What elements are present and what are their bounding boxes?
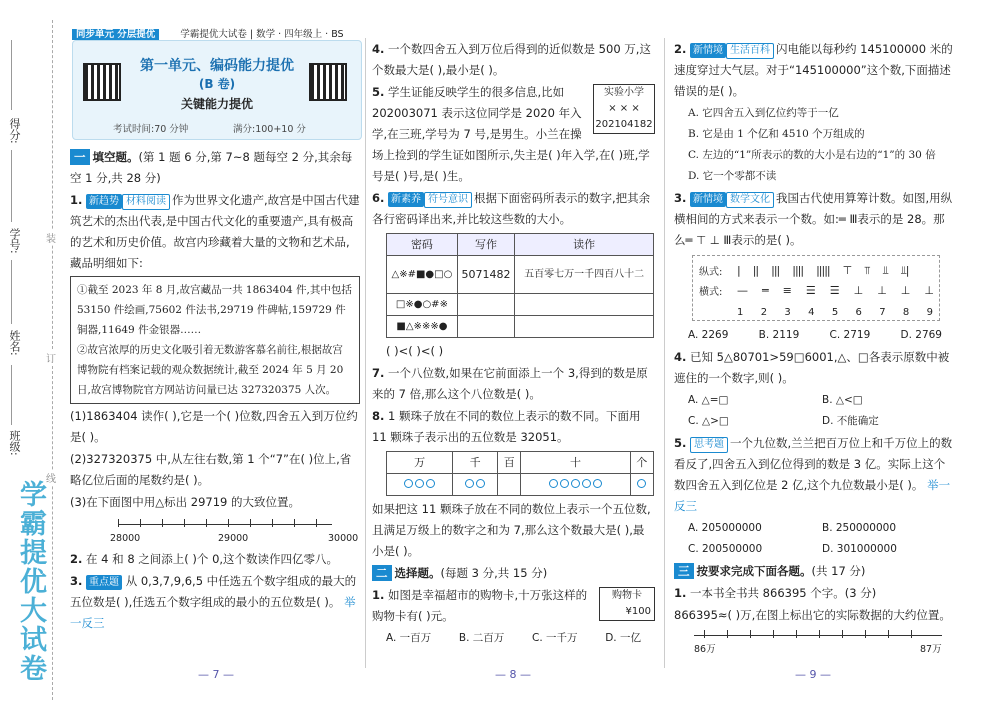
option[interactable]: A. 2269 [688,329,729,341]
option[interactable]: B. 2119 [758,329,800,341]
column-divider [664,38,665,668]
question-3: 3. 重点题 从 0,3,7,9,6,5 中任选五个数字组成的最大的五位数是( ),任选五个数字组成的最小的五位数是( )。 举一反三 [70,574,357,630]
class-label: 班级: [8,430,21,456]
question-1-2: (2)327320375 中,从左往右数,第 1 个“7”在( )位上,省略亿位后面的尾数约是( )。 [70,452,352,487]
student-card: 实验小学 × × × 202104182 [593,84,655,134]
option[interactable]: A. 一百万 [386,632,432,644]
page-title: 第一单元、编码能力提优 [140,58,294,74]
page-number: — 7 — [198,668,234,681]
option[interactable]: D. 不能确定 [822,415,879,427]
link-practice[interactable]: 举一反三 [70,595,356,630]
number-line-3[interactable] [674,627,956,661]
choice-5-options [674,518,956,560]
section-1-heading: 一 填空题。(第 1 题 6 分,第 7~8 题每空 2 分,其余每空 1 分,共 28 分) [70,150,353,185]
section-3-heading: 三 按要求完成下面各题。(共 17 分) [674,561,956,582]
question-choice-3: 3. 新情境 数学文化 我国古代使用算筹计数。如图,用纵横相间的方式来表示一个数。如:═ Ⅲ表示的是 28。那么═ ⊤ ⊥ Ⅲ表示的是( )。 [674,191,953,247]
exam-time: 考试时间:70 分钟 [113,124,189,135]
score-line [11,40,12,110]
tick-label: 87万 [920,644,942,655]
student-no-label: 学号: [8,228,21,254]
code-cell: □※●○#※ [387,294,458,316]
header-tags [72,26,362,40]
counting-rods-figure: 纵式: 横式: | || ||| |||| ||||| ⊤ ⫪ ⫫ ⫫| — ═ ≡ ☰ ☰ ⊥ ⊥ ⊥ ⊥ 1 2 3 4 5 6 7 8 9 [692,255,940,321]
section-2-heading: 二 选择题。(每题 3 分,共 15 分) [372,563,655,584]
question-choice-4: 4. 已知 5△80701>59□6001,△、□各表示原数中被遮住的一个数字,则( )。 [674,350,950,385]
option[interactable]: D. 一亿 [605,632,641,644]
option[interactable]: A. 205000000 [688,522,762,534]
beads-wan [387,474,453,496]
choice-4-options [674,390,956,432]
option[interactable]: B. △<□ [822,394,863,406]
rod-numbers: 1 2 3 4 5 6 7 8 9 [737,307,933,318]
option[interactable]: C. 200500000 [688,543,763,555]
question-1-3: (3)在下面图中用△标出 29719 的大致位置。 [70,495,301,509]
question-4: 4. 一个数四舍五入到万位后得到的近似数是 500 万,这个数最大是( ),最小是( )。 [372,42,651,77]
name-label: 姓名: [8,330,21,356]
option[interactable]: D. 它一个零都不读 [688,170,777,182]
unit-tag: 同步单元 分层提优 [72,29,159,40]
choice-3-options [674,325,956,346]
qr-code-icon [83,63,121,101]
question-3-1b: 866395≈( )万,在图上标出它的实际数据的大约位置。 [674,608,951,622]
question-1-1: (1)1863404 读作( ),它是一个( )位数,四舍五入到万位约是( )。 [70,409,358,444]
abacus-table: 万 千 百 十 个 [386,451,654,496]
option[interactable]: B. 250000000 [822,522,897,534]
column-page-8 [372,38,655,650]
choice-2-options [674,103,956,187]
question-2: 2. 在 4 和 8 之间添上( )个 0,这个数读作四亿零八。 [70,552,339,566]
question-8b: 如果把这 11 颗珠子放在不同的数位上表示一个五位数,且满足万级上的数字之和为 7,那么这个数最大是( ),最小是( )。 [372,502,651,558]
binding-margin [0,0,62,711]
header-card [72,40,362,140]
beads-ge [630,474,653,496]
bind-char-1: 装 [46,230,56,245]
option[interactable]: C. △>□ [688,415,729,427]
code-cell: △※#■●□○ [387,256,458,294]
tick-label: 29000 [218,533,249,544]
page-number: — 9 — [795,668,831,681]
brand-logo-text: 学霸提优大试卷 [15,480,46,683]
link-practice[interactable]: 举一反三 [674,478,951,513]
student-no-line [11,150,12,222]
beads-bai [498,474,521,496]
option[interactable]: C. 2719 [829,329,871,341]
question-choice-5: 5. 思考题 一个九位数,兰兰把百万位上和千万位上的数看反了,四舍五入到亿位得到的数是 3 亿。实际上这个数四舍五入到亿位是 2 亿,这个九位数最小是( )。 举一反三 [674,436,953,513]
series-tag: 学霸提优大试卷 | 数学 · 四年级上 · BS [180,29,344,40]
option[interactable]: B. 二百万 [458,632,505,644]
page-number: — 8 — [495,668,531,681]
question-5: 实验小学 × × × 202104182 5. 学生证能反映学生的很多信息,比如 202003071 表示这位同学是 2020 年入学,在三班,学号为 7 号,是男生。小兰在操场上捡到的学生证如图所示,失主是( )年入学,在( )班,学号是( )号,是( )生。 [372,82,655,187]
score-label: 得分: [8,118,21,144]
beads-shi [521,474,630,496]
question-3-1: 1. 一本书全书共 866395 个字。(3 分) [674,586,877,600]
beads-qian [453,474,498,496]
option[interactable]: D. 301000000 [822,543,897,555]
question-1: 1. 新趋势 材料阅读 作为世界文化遗产,故宫是中国古代建筑艺术的杰出代表,是中国古代文化的重要遗产,具有极高的艺术和历史价值。故宫内珍藏着大量的文物和艺术品,藏品明细如下: [70,193,360,270]
question-7: 7. 一个八位数,如果在它前面添上一个 3,得到的数是原来的 7 倍,那么这个八位数是( )。 [372,366,648,401]
shopping-card: 购物卡 ¥100 [599,587,655,621]
option[interactable]: A. △=□ [688,394,729,406]
question-6: 6. 新素养 符号意识 根据下面密码所表示的数字,把其余各行密码译出来,并比较这些数的大小。 [372,191,651,226]
page-subtitle-2: 关键能力提优 [180,97,253,111]
question-8: 8. 1 颗珠子放在不同的数位上表示的数不同。下面用 11 颗珠子表示出的五位数是 32051。 [372,409,641,444]
column-page-9 [674,38,956,661]
option[interactable]: B. 它是由 1 个亿和 4510 个万组成的 [688,128,865,140]
column-page-7 [70,146,360,635]
option[interactable]: C. 左边的“1”所表示的数的大小是右边的“1”的 30 倍 [688,149,936,161]
option[interactable]: C. 一千万 [531,632,578,644]
material-box: ①截至 2023 年 8 月,故宫藏品一共 1863404 件,其中包括 53150 件绘画,75602 件法书,29719 件碑帖,159729 件铜器,11649 件金银器…… ②故宫浓厚的历史文化吸引着无数游客慕名前往,根据故宫博物院有档案记载的观众数据统计,截至 2024 年 5 月 20 日,故宫博物院官方网站访问量已达 327320375 人次。 [70,276,360,404]
code-table: 密码 写作 读作 △※#■●□○ 5071482 五百零七万一千四百八十二 □※●○#※ ■△※※※● [386,233,654,338]
horizontal-rods: — ═ ≡ ☰ ☰ ⊥ ⊥ ⊥ ⊥ [737,284,934,297]
class-line [11,365,12,425]
qr-code-icon [309,63,347,101]
tick-label: 30000 [328,533,359,544]
option[interactable]: D. 2769 [900,329,942,341]
number-line-1[interactable] [70,514,360,548]
code-cell: ■△※※※● [387,316,458,338]
question-choice-1: 购物卡 ¥100 1. 如图是幸福超市的购物卡,十万张这样的购物卡有( )元。 [372,585,655,627]
name-line [11,260,12,324]
tick-label: 28000 [110,533,141,544]
option[interactable]: A. 它四舍五入到亿位约等于一亿 [688,107,839,119]
vertical-rods: | || ||| |||| ||||| ⊤ ⫪ ⫫ ⫫| [737,264,909,277]
tick-label: 86万 [694,644,716,655]
page-subtitle: (B 卷) [198,77,236,91]
choice-1-options [372,628,655,649]
compare-answer[interactable]: ( )<( )<( ) [386,344,444,358]
exam-score: 满分:100+10 分 [233,124,306,135]
column-divider [365,38,366,668]
bind-char-3: 线 [46,470,56,485]
bind-char-2: 订 [46,350,56,365]
question-choice-2: 2. 新情境 生活百科 闪电能以每秒约 145100000 米的速度穿过大气层。对于“145100000”这个数,下面描述错误的是( )。 [674,42,953,98]
